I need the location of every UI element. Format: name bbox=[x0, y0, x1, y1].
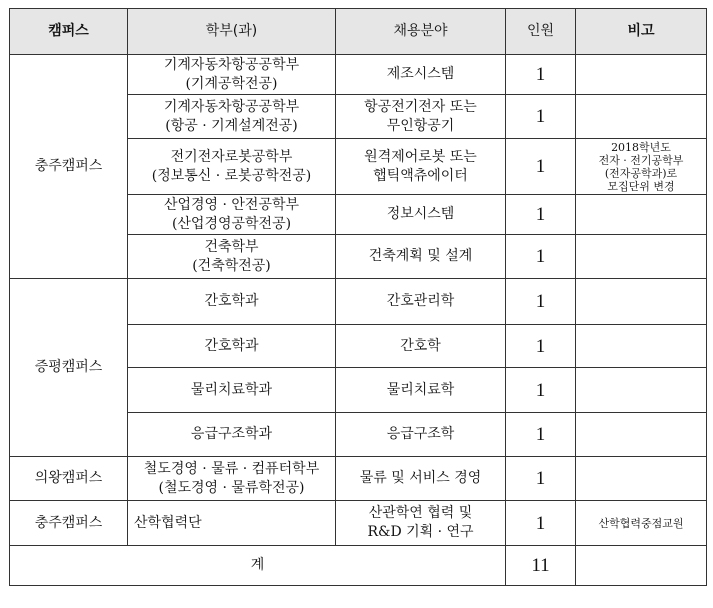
remark-cell bbox=[576, 139, 707, 195]
text-line: 산학협력중점교원 bbox=[598, 516, 684, 530]
header-campus: 캠퍼스 bbox=[10, 9, 128, 55]
table-row bbox=[10, 279, 707, 325]
text-line: 간호관리학 bbox=[386, 293, 455, 309]
field-cell bbox=[336, 55, 506, 95]
text-line: 건축학부 bbox=[204, 238, 259, 255]
remark-cell bbox=[576, 501, 707, 546]
department-cell bbox=[128, 413, 336, 457]
remark-cell bbox=[576, 95, 707, 139]
text-line: 항공전기전자 또는 bbox=[364, 98, 477, 115]
text-line: 건축계획 및 설계 bbox=[368, 248, 473, 264]
table-row bbox=[10, 501, 707, 546]
text-line: 물리치료학 bbox=[386, 381, 455, 398]
text-line: 원격제어로봇 또는 bbox=[364, 148, 477, 165]
field-cell bbox=[336, 235, 506, 279]
count-cell: 1 bbox=[506, 139, 576, 195]
count-cell: 1 bbox=[506, 457, 576, 501]
total-remark-cell bbox=[576, 546, 707, 586]
department-cell bbox=[128, 325, 336, 368]
text-line: (철도경영 · 물류학전공) bbox=[158, 479, 305, 496]
remark-cell bbox=[576, 325, 707, 368]
field-cell bbox=[336, 139, 506, 195]
campus-cell: 충주캠퍼스 bbox=[10, 55, 128, 279]
field-cell bbox=[336, 413, 506, 457]
text-line: 전기전자로봇공학부 bbox=[170, 148, 293, 165]
remark-cell bbox=[576, 195, 707, 235]
remark-cell bbox=[576, 235, 707, 279]
field-cell bbox=[336, 279, 506, 325]
text-line: 햅틱액츄에이터 bbox=[373, 167, 468, 184]
text-line: 철도경영 · 물류 · 컴퓨터학부 bbox=[143, 460, 320, 477]
department-cell bbox=[128, 235, 336, 279]
field-cell bbox=[336, 325, 506, 368]
recruitment-table bbox=[9, 8, 707, 586]
header-row bbox=[10, 9, 707, 55]
text-line: (전자공학과)로 bbox=[604, 166, 678, 180]
remark-cell bbox=[576, 368, 707, 413]
field-cell bbox=[336, 95, 506, 139]
field-cell bbox=[336, 195, 506, 235]
text-line: (산업경영공학전공) bbox=[171, 215, 292, 232]
text-line: (건축학전공) bbox=[192, 257, 271, 274]
department-cell bbox=[128, 501, 336, 546]
header-count: 인원 bbox=[506, 9, 576, 55]
field-cell bbox=[336, 457, 506, 501]
campus-cell: 증평캠퍼스 bbox=[10, 279, 128, 457]
total-count: 11 bbox=[506, 546, 576, 586]
remark-cell bbox=[576, 55, 707, 95]
text-line: 응급구조학과 bbox=[190, 426, 273, 442]
text-line: 2018학년도 bbox=[611, 140, 671, 154]
text-line: 물리치료학과 bbox=[190, 381, 273, 398]
total-label: 계 bbox=[10, 546, 506, 586]
remark-cell bbox=[576, 413, 707, 457]
count-cell: 1 bbox=[506, 95, 576, 139]
text-line: (정보통신 · 로봇공학전공) bbox=[151, 167, 312, 184]
text-line: 무인항공기 bbox=[386, 117, 455, 134]
count-cell: 1 bbox=[506, 235, 576, 279]
department-cell bbox=[128, 279, 336, 325]
text-line: (항공 · 기계설계전공) bbox=[165, 117, 298, 134]
header-field: 채용분야 bbox=[336, 9, 506, 55]
text-line: 제조시스템 bbox=[386, 66, 455, 82]
text-line: 산학협력단 bbox=[134, 514, 202, 531]
remark-cell bbox=[576, 457, 707, 501]
count-cell: 1 bbox=[506, 325, 576, 368]
text-line: 응급구조학 bbox=[386, 426, 455, 442]
department-cell bbox=[128, 95, 336, 139]
text-line: 간호학과 bbox=[204, 293, 259, 309]
count-cell: 1 bbox=[506, 279, 576, 325]
text-line: 모집단위 변경 bbox=[607, 179, 675, 193]
field-cell bbox=[336, 368, 506, 413]
campus-cell: 의왕캠퍼스 bbox=[10, 457, 128, 501]
total-row bbox=[10, 546, 707, 586]
department-cell bbox=[128, 139, 336, 195]
table-row bbox=[10, 457, 707, 501]
campus-cell: 충주캠퍼스 bbox=[10, 501, 128, 546]
header-remark: 비고 bbox=[576, 9, 707, 55]
table-row bbox=[10, 55, 707, 95]
department-cell bbox=[128, 457, 336, 501]
text-line: R&D 기획 · 연구 bbox=[367, 524, 474, 540]
text-line: 전자 · 전기공학부 bbox=[598, 153, 684, 167]
text-line: 기계자동차항공공학부 bbox=[163, 98, 300, 115]
department-cell bbox=[128, 368, 336, 413]
text-line: (기계공학전공) bbox=[185, 75, 278, 92]
department-cell bbox=[128, 195, 336, 235]
department-cell bbox=[128, 55, 336, 95]
count-cell: 1 bbox=[506, 413, 576, 457]
header-department: 학부(과) bbox=[128, 9, 336, 55]
text-line: 기계자동차항공공학부 bbox=[163, 56, 300, 73]
text-line: 산관학연 협력 및 bbox=[368, 505, 473, 521]
count-cell: 1 bbox=[506, 368, 576, 413]
count-cell: 1 bbox=[506, 55, 576, 95]
text-line: 물류 및 서비스 경영 bbox=[359, 470, 482, 486]
field-cell bbox=[336, 501, 506, 546]
count-cell: 1 bbox=[506, 195, 576, 235]
count-cell: 1 bbox=[506, 501, 576, 546]
text-line: 정보시스템 bbox=[386, 206, 455, 222]
text-line: 간호학과 bbox=[204, 337, 259, 354]
text-line: 간호학 bbox=[400, 337, 441, 354]
remark-cell bbox=[576, 279, 707, 325]
text-line: 산업경영 · 안전공학부 bbox=[163, 196, 300, 213]
